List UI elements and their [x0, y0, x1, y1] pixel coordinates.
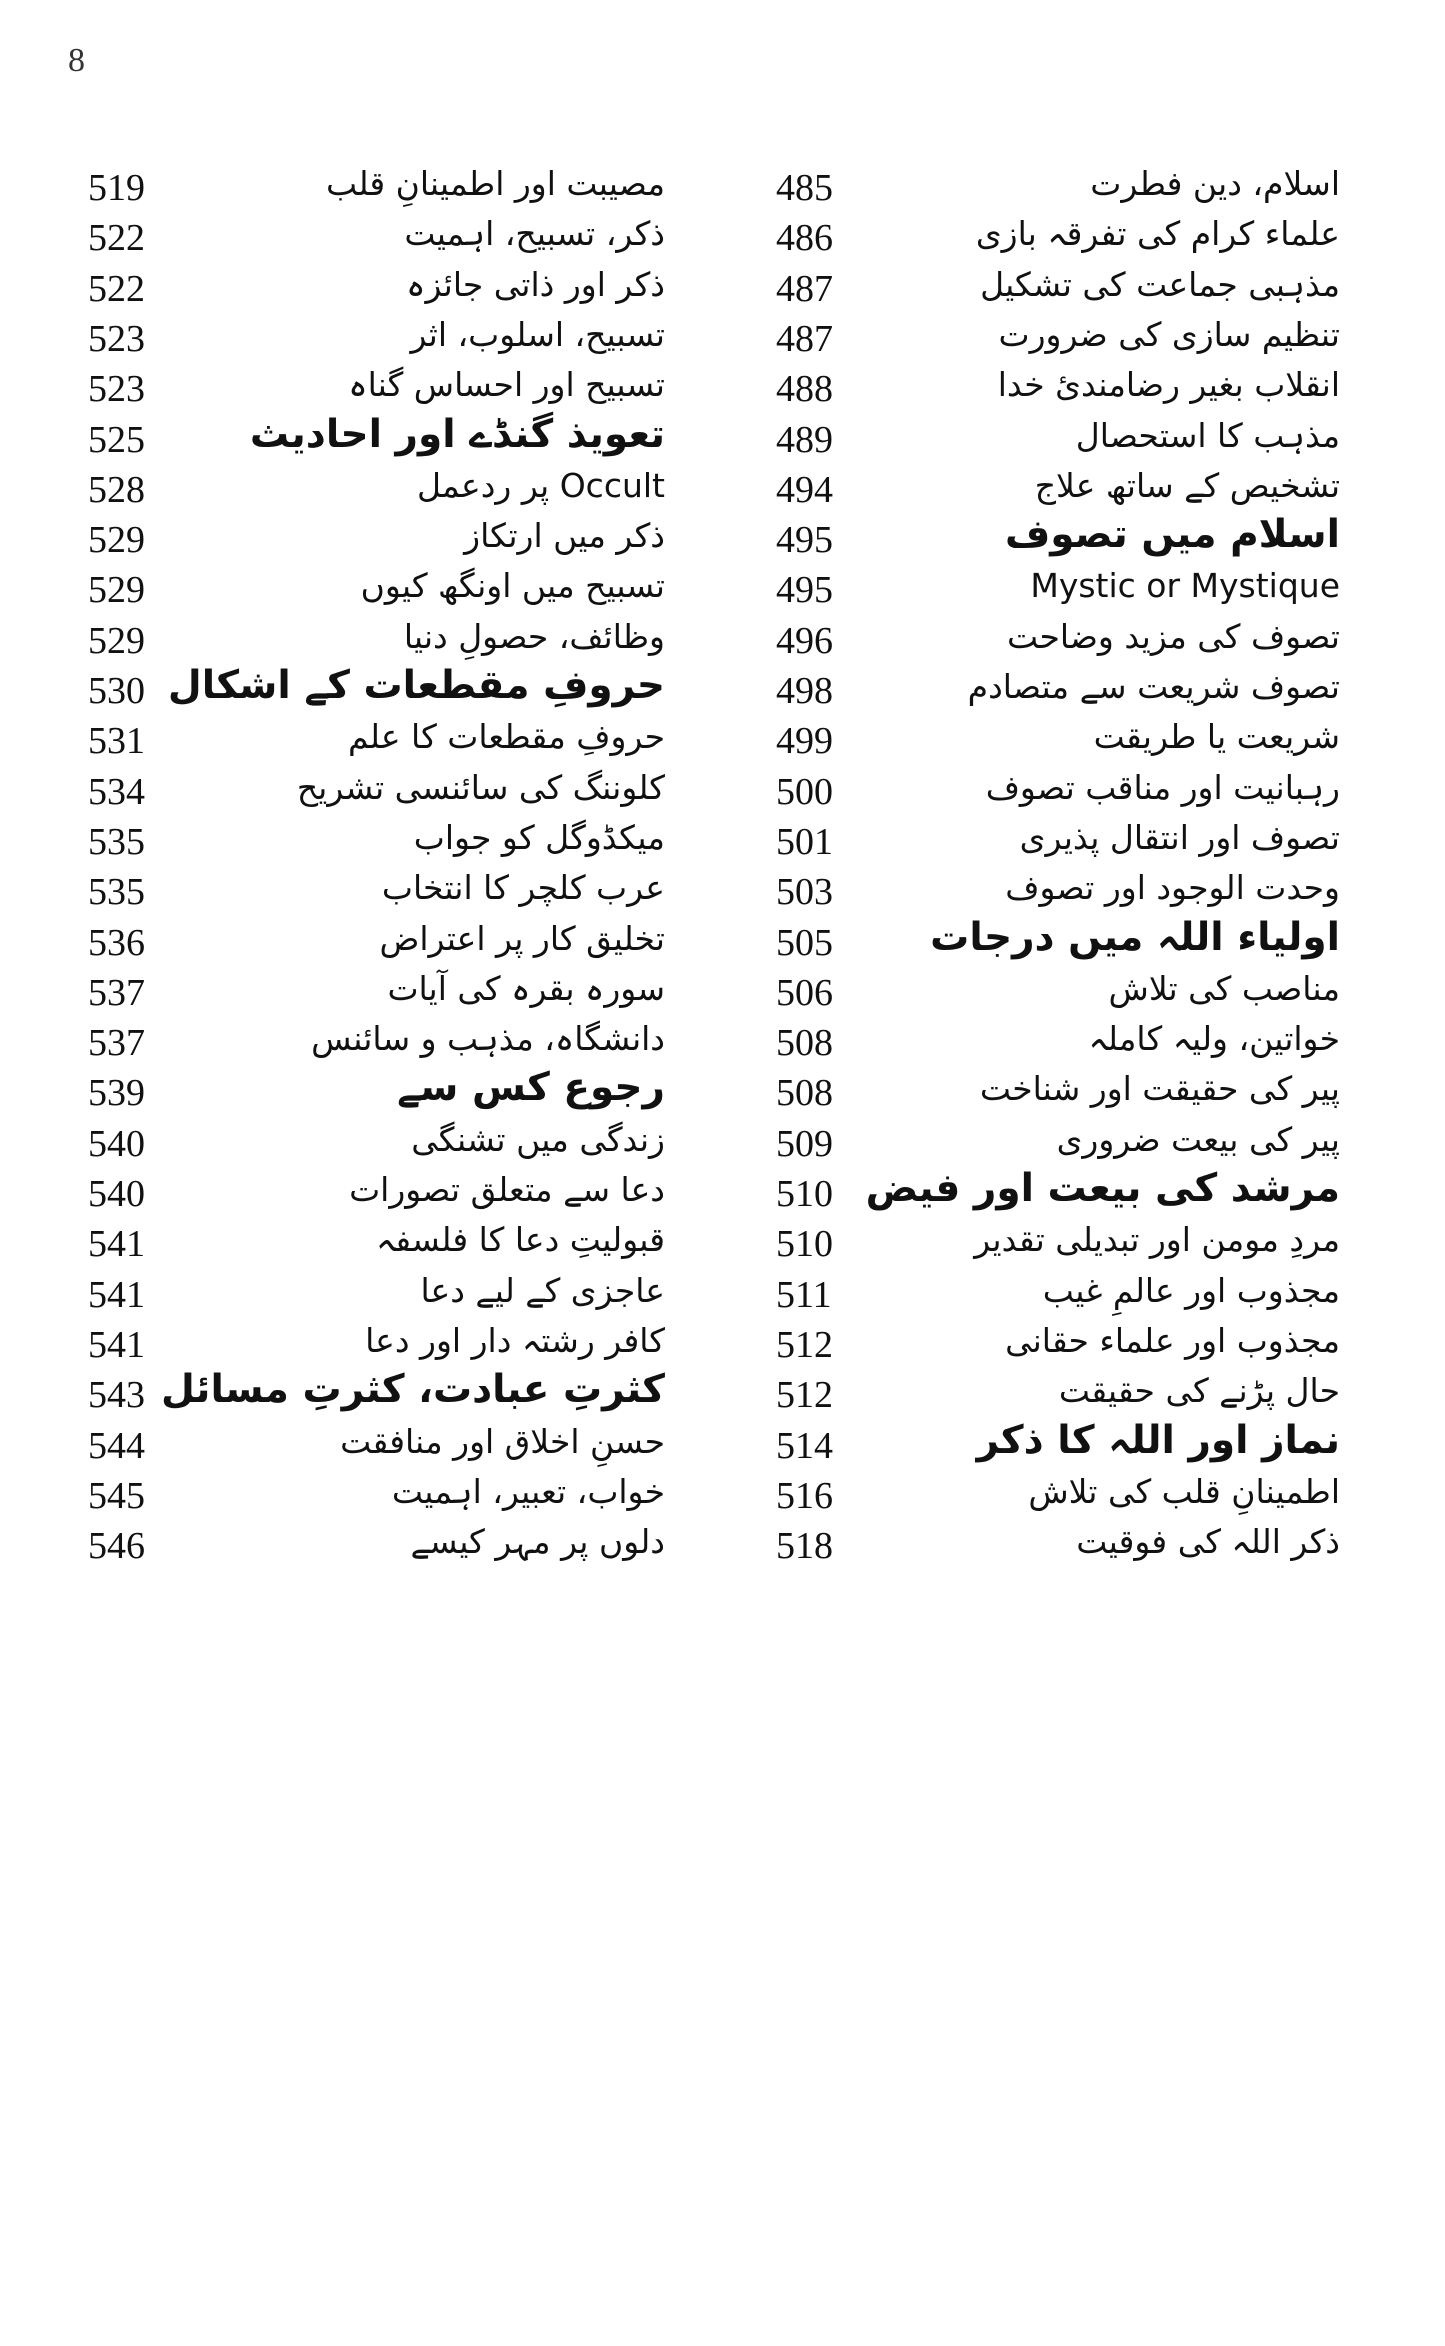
toc-page-number-right: 489 — [776, 418, 833, 461]
toc-title-right: پیر کی حقیقت اور شناخت — [979, 1069, 1340, 1109]
toc-page-number-left: 529 — [88, 519, 145, 562]
toc-title-right: حال پڑنے کی حقیقت — [1058, 1371, 1340, 1411]
toc-page-number-left: 522 — [88, 267, 145, 310]
toc-title-left: دلوں پر مہر کیسے — [410, 1522, 665, 1562]
toc-title-right: مردِ مومن اور تبدیلی تقدیر — [974, 1220, 1340, 1260]
toc-title-right: وحدت الوجود اور تصوف — [1005, 868, 1340, 908]
toc-title-left: کلوننگ کی سائنسی تشریح — [296, 767, 665, 807]
toc-title-right: مجذوب اور علماء حقانی — [1005, 1320, 1340, 1360]
toc-page-number-right: 511 — [776, 1273, 832, 1316]
toc-page-number-right: 512 — [776, 1374, 833, 1417]
toc-page-number-right: 516 — [776, 1474, 833, 1517]
toc-title-left: تخلیق کار پر اعتراض — [379, 918, 665, 958]
toc-page-number-right: 498 — [776, 670, 833, 712]
toc-title-left: کثرتِ عبادت، کثرتِ مسائل — [161, 1367, 665, 1413]
toc-title-left: تسبیح اور احساس گناہ — [348, 365, 665, 405]
toc-title-right: تصوف شریعت سے متصادم — [967, 667, 1340, 706]
toc-title-right: مناصب کی تلاش — [1108, 968, 1340, 1008]
toc-title-right: مذہب کا استحصال — [1075, 415, 1340, 455]
toc-title-right: اولیاء اللہ میں درجات — [930, 914, 1340, 960]
toc-page-number-left: 540 — [88, 1173, 145, 1215]
toc-title-left: مصیبت اور اطمینانِ قلب — [326, 164, 665, 203]
page-number: 8 — [68, 42, 85, 79]
toc-title-right: شریعت یا طریقت — [1093, 717, 1340, 757]
toc-page-number-left: 535 — [88, 871, 145, 914]
toc-page-number-left: 537 — [88, 1022, 145, 1065]
toc-page-number-right: 488 — [776, 368, 833, 411]
toc-title-right: اسلام، دین فطرت — [1090, 164, 1340, 203]
toc-page-number-left: 541 — [88, 1223, 145, 1266]
toc-page-number-left: 523 — [88, 368, 145, 411]
toc-page-number-right: 508 — [776, 1072, 833, 1115]
toc-title-right: ذکر اللہ کی فوقیت — [1076, 1522, 1340, 1562]
toc-title-left: دانشگاہ، مذہب و سائنس — [311, 1019, 665, 1059]
toc-page-number-right: 499 — [776, 720, 833, 763]
toc-page-number-left: 540 — [88, 1122, 145, 1165]
toc-page-number-right: 500 — [776, 770, 833, 813]
toc-title-right: Mystic or Mystique — [1030, 566, 1340, 606]
toc-title-left: تعویذ گنڈے اور احادیث — [249, 411, 665, 457]
toc-page-number-right: 496 — [776, 619, 833, 662]
toc-title-right: علماء کرام کی تفرقہ بازی — [975, 214, 1340, 254]
toc-title-left: تسبیح، اسلوب، اثر — [410, 314, 665, 354]
toc-title-left: میکڈوگل کو جواب — [413, 817, 665, 857]
toc-title-right: تنظیم سازی کی ضرورت — [998, 314, 1340, 354]
toc-title-left: رجوع کس سے — [397, 1065, 665, 1111]
toc-title-left: دعا سے متعلق تصورات — [349, 1170, 665, 1209]
toc-title-left: حروفِ مقطعات کے اشکال — [167, 663, 665, 708]
toc-page-number-left: 529 — [88, 619, 145, 662]
toc-page-number-right: 512 — [776, 1323, 833, 1366]
toc-title-left: حروفِ مقطعات کا علم — [347, 717, 665, 757]
toc-title-right: تصوف کی مزید وضاحت — [1007, 616, 1340, 656]
toc-title-right: پیر کی بیعت ضروری — [1056, 1119, 1340, 1159]
toc-title-left: ذکر، تسبیح، اہمیت — [404, 214, 665, 254]
toc-title-left: ذکر میں ارتکاز — [464, 516, 665, 556]
toc-title-right: مذہبی جماعت کی تشکیل — [980, 264, 1340, 304]
toc-page-number-right: 487 — [776, 267, 833, 310]
toc-page-number-left: 530 — [88, 670, 145, 712]
toc-page-number-right: 508 — [776, 1022, 833, 1065]
toc-page-number-left: 525 — [88, 418, 145, 461]
toc-title-left: کافر رشتہ دار اور دعا — [365, 1320, 665, 1360]
toc-title-left: زندگی میں تشنگی — [411, 1119, 665, 1159]
toc-page-number-right: 495 — [776, 519, 833, 562]
toc-page-number-left: 531 — [88, 720, 145, 763]
toc-title-left: تسبیح میں اونگھ کیوں — [360, 566, 665, 606]
toc-page-number-left: 541 — [88, 1323, 145, 1366]
toc-title-left: عاجزی کے لیے دعا — [420, 1270, 665, 1310]
toc-title-left: عرب کلچر کا انتخاب — [381, 868, 665, 908]
toc-page-number-left: 523 — [88, 317, 145, 360]
toc-title-left: سورہ بقرہ کی آیات — [387, 968, 665, 1008]
toc-page-number-right: 501 — [776, 820, 833, 863]
toc-page-number-left: 534 — [88, 770, 145, 813]
toc-title-right: تصوف اور انتقال پذیری — [1019, 817, 1340, 857]
toc-title-left: خواب، تعبیر، اہمیت — [391, 1471, 665, 1511]
toc-page-number-right: 486 — [776, 217, 833, 260]
toc-page-number-right: 495 — [776, 569, 833, 612]
toc-title-left: حسنِ اخلاق اور منافقت — [340, 1421, 665, 1461]
toc-title-right: رہبانیت اور مناقب تصوف — [985, 767, 1340, 807]
toc-page-number-left: 546 — [88, 1525, 145, 1568]
toc-title-right: انقلاب بغیر رضامندئ خدا — [997, 365, 1340, 405]
toc-page-number-left: 529 — [88, 569, 145, 612]
toc-page-number-left: 545 — [88, 1474, 145, 1517]
toc-page-number-left: 544 — [88, 1424, 145, 1467]
toc-page-number-right: 506 — [776, 971, 833, 1014]
toc-page-number-right: 510 — [776, 1223, 833, 1266]
toc-title-right: نماز اور اللہ کا ذکر — [976, 1417, 1340, 1463]
toc-page-number-right: 505 — [776, 921, 833, 964]
toc-page-number-right: 487 — [776, 317, 833, 360]
toc-page-number-left: 537 — [88, 971, 145, 1014]
toc-page-number-left: 539 — [88, 1072, 145, 1115]
toc-title-left: قبولیتِ دعا کا فلسفہ — [375, 1220, 665, 1260]
toc-page-number-right: 503 — [776, 871, 833, 914]
toc-title-right: خواتین، ولیہ کاملہ — [1088, 1019, 1340, 1059]
toc-page-number-left: 535 — [88, 820, 145, 863]
toc-title-right: اسلام میں تصوف — [1004, 512, 1340, 558]
toc-page-number-right: 510 — [776, 1173, 833, 1215]
toc-page-number-right: 518 — [776, 1525, 833, 1568]
toc-title-right: مجذوب اور عالمِ غیب — [1042, 1270, 1340, 1310]
toc-title-left: Occult پر ردعمل — [416, 465, 665, 505]
toc-page-number-left: 543 — [88, 1374, 145, 1417]
toc-page-number-left: 528 — [88, 468, 145, 511]
toc-row — [0, 1516, 1445, 1592]
toc-page-number-left: 519 — [88, 167, 145, 209]
toc-page-number-right: 509 — [776, 1122, 833, 1165]
toc-title-right: تشخیص کے ساتھ علاج — [1034, 465, 1340, 505]
toc-page-number-left: 522 — [88, 217, 145, 260]
toc-title-right: اطمینانِ قلب کی تلاش — [1028, 1471, 1340, 1511]
toc-page-number-right: 494 — [776, 468, 833, 511]
toc-page-number-left: 541 — [88, 1273, 145, 1316]
toc-title-left: ذکر اور ذاتی جائزہ — [406, 264, 665, 304]
toc-title-right: مرشد کی بیعت اور فیض — [865, 1166, 1340, 1211]
toc-page-number-right: 514 — [776, 1424, 833, 1467]
toc-title-left: وظائف، حصولِ دنیا — [403, 616, 665, 656]
toc-page-number-right: 485 — [776, 167, 833, 209]
toc-page-number-left: 536 — [88, 921, 145, 964]
